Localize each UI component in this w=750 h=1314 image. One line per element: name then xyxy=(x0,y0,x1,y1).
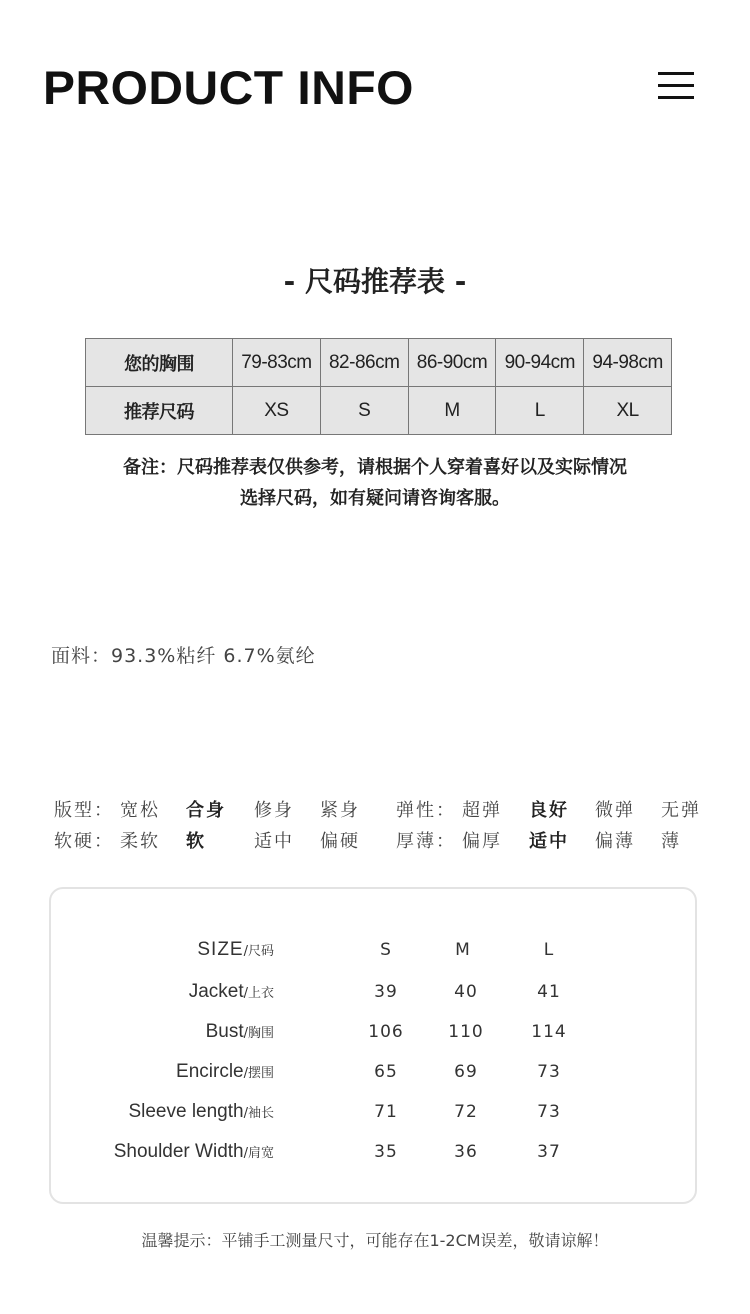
measurement-value: 41 xyxy=(537,982,561,1002)
measurement-label-en: Encircle xyxy=(176,1061,244,1082)
softness-option: 柔软 xyxy=(120,831,160,852)
size-cell: XL xyxy=(584,387,672,435)
attribute-row xyxy=(0,795,750,826)
measurement-label xyxy=(189,977,274,1009)
measurement-label-cn: /胸围 xyxy=(243,1026,274,1041)
menu-line xyxy=(658,96,694,99)
measurement-row xyxy=(51,1017,699,1047)
size-header: S xyxy=(380,940,392,960)
measurement-label-en: Shoulder Width xyxy=(113,1141,244,1162)
measurement-label xyxy=(128,1097,274,1129)
size-label-en: SIZE xyxy=(197,939,244,960)
hamburger-menu-icon[interactable] xyxy=(658,72,694,102)
measurement-value: 37 xyxy=(537,1142,561,1162)
measurement-label-cn: /上衣 xyxy=(243,986,274,1001)
measurement-value: 65 xyxy=(374,1062,398,1082)
thickness-label: 厚薄： xyxy=(396,831,456,852)
measurement-tip: 温馨提示：平铺手工测量尺寸，可能存在1-2CM误差，敬请谅解！ xyxy=(141,1231,609,1250)
size-note xyxy=(0,452,750,514)
fit-option: 修身 xyxy=(254,800,294,821)
attribute-grid xyxy=(0,795,750,857)
measurement-label-en: Jacket xyxy=(188,981,244,1002)
softness-option: 偏硬 xyxy=(320,831,360,852)
measurement-label-cn: /肩宽 xyxy=(243,1146,274,1161)
bust-range-cell: 82-86cm xyxy=(320,339,408,387)
fabric-composition: 面料：93.3%粘纤 6.7%氨纶 xyxy=(51,645,316,667)
measurement-label-cn: /袖长 xyxy=(243,1106,274,1121)
size-cell: S xyxy=(320,387,408,435)
bust-row xyxy=(86,339,672,387)
measurement-value: 73 xyxy=(537,1062,561,1082)
size-recommend-table xyxy=(85,338,672,435)
measurement-label-en: Bust xyxy=(205,1021,244,1042)
size-header: M xyxy=(455,940,471,960)
thickness-option: 偏厚 xyxy=(462,831,502,852)
measurement-value: 40 xyxy=(454,982,478,1002)
measurement-value: 110 xyxy=(448,1022,484,1042)
size-recommend-heading: - 尺码推荐表 - xyxy=(283,265,467,298)
thickness-option: 薄 xyxy=(661,831,681,852)
fit-option: 宽松 xyxy=(120,800,160,821)
measurement-value: 35 xyxy=(374,1142,398,1162)
bust-range-cell: 90-94cm xyxy=(496,339,584,387)
measurement-row xyxy=(51,1057,699,1087)
menu-line xyxy=(658,84,694,87)
measurement-label xyxy=(114,1137,274,1169)
size-note-line: 选择尺码，如有疑问请咨询客服。 xyxy=(240,488,510,509)
measurement-value: 72 xyxy=(454,1102,478,1122)
measurement-value: 39 xyxy=(374,982,398,1002)
thickness-option: 偏薄 xyxy=(595,831,635,852)
measurement-label xyxy=(176,1057,274,1089)
measurement-value: 73 xyxy=(537,1102,561,1122)
size-cell: M xyxy=(408,387,496,435)
attribute-row xyxy=(0,826,750,857)
measurement-value: 69 xyxy=(454,1062,478,1082)
size-row xyxy=(86,387,672,435)
softness-option-selected: 软 xyxy=(186,831,206,852)
bust-range-cell: 94-98cm xyxy=(584,339,672,387)
fit-option-selected: 合身 xyxy=(186,800,226,821)
size-row-label: 推荐尺码 xyxy=(86,387,233,435)
size-label-cn: /尺码 xyxy=(243,944,274,959)
thickness-option-selected: 适中 xyxy=(529,831,569,852)
measurement-row xyxy=(51,1097,699,1127)
measurement-value: 106 xyxy=(368,1022,404,1042)
measurement-row xyxy=(51,1137,699,1167)
elastic-label: 弹性： xyxy=(396,800,456,821)
elastic-option: 无弹 xyxy=(661,800,701,821)
bust-row-label: 您的胸围 xyxy=(86,339,233,387)
size-header: L xyxy=(543,940,555,960)
measurement-label xyxy=(206,1017,274,1049)
measurement-header-row xyxy=(51,935,699,965)
elastic-option: 微弹 xyxy=(595,800,635,821)
size-cell: L xyxy=(496,387,584,435)
measurement-value: 71 xyxy=(374,1102,398,1122)
measurement-card xyxy=(49,887,697,1204)
size-note-line: 备注：尺码推荐表仅供参考，请根据个人穿着喜好以及实际情况 xyxy=(123,457,627,478)
bust-range-cell: 86-90cm xyxy=(408,339,496,387)
measurement-value: 36 xyxy=(454,1142,478,1162)
softness-option: 适中 xyxy=(254,831,294,852)
bust-range-cell: 79-83cm xyxy=(233,339,321,387)
fit-label: 版型： xyxy=(54,800,114,821)
measurement-label xyxy=(197,935,274,967)
menu-line xyxy=(658,72,694,75)
page-title: PRODUCT INFO xyxy=(43,61,414,114)
size-cell: XS xyxy=(233,387,321,435)
measurement-row xyxy=(51,977,699,1007)
softness-label: 软硬： xyxy=(54,831,114,852)
measurement-label-en: Sleeve length xyxy=(128,1101,244,1122)
fit-option: 紧身 xyxy=(320,800,360,821)
elastic-option: 超弹 xyxy=(462,800,502,821)
elastic-option-selected: 良好 xyxy=(529,800,569,821)
measurement-value: 114 xyxy=(531,1022,567,1042)
measurement-label-cn: /摆围 xyxy=(243,1066,274,1081)
